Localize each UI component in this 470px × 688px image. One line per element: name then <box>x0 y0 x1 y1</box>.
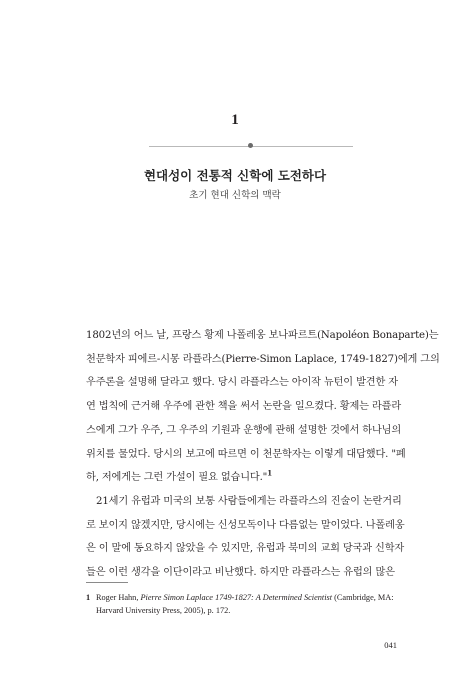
footnote-text <box>86 592 396 617</box>
chapter-subtitle: 초기 현대 신학의 맥락 <box>189 190 281 201</box>
footnote-publication: (Cambridge, MA: Harvard University Press, 2005), p. 172. <box>96 593 394 615</box>
footnote-reference[interactable]: 1 <box>267 468 272 478</box>
footnote-divider <box>86 582 128 583</box>
body-line: 로 보이지 않겠지만, 당시에는 신성모독이나 다름없는 말이었다. 나폴레옹 <box>86 519 405 531</box>
chapter-number: 1 <box>231 112 239 128</box>
footnote <box>86 592 396 617</box>
divider-dot <box>248 143 253 148</box>
page-number: 041 <box>384 640 397 650</box>
footnote-author: Roger Hahn, <box>96 593 141 602</box>
body-line: 천문학자 피에르-시몽 라플라스(Pierre-Simon Laplace, 1749-1827)에게 그의 <box>86 353 440 365</box>
body-line-text: 하, 저에게는 그런 가설이 필요 없습니다." <box>86 472 268 484</box>
body-line: 스에게 그가 우주, 그 우주의 기원과 운행에 관해 설명한 것에서 하나님의 <box>86 424 402 436</box>
body-line: 21세기 유럽과 미국의 보통 사람들에게는 라플라스의 진술이 논란거리 <box>96 495 402 507</box>
body-text <box>86 324 440 585</box>
chapter-title: 현대성이 전통적 신학에 도전하다 <box>143 168 327 183</box>
body-line: 우주론을 설명해 달라고 했다. 당시 라플라스는 아이작 뉴턴이 발견한 자 <box>86 377 398 389</box>
body-line-last <box>86 466 386 490</box>
body-line: 연 법칙에 근거해 우주에 관한 책을 써서 논란을 일으켰다. 황제는 라플라 <box>86 401 402 413</box>
body-line: 들은 이런 생각을 이단이라고 비난했다. 하지만 라플라스는 유럽의 많은 <box>86 567 395 579</box>
footnote-book-title: Pierre Simon Laplace 1749-1827: A Determined Scientist <box>140 593 333 602</box>
body-line: 1802년의 어느 날, 프랑스 황제 나폴레옹 보나파르트(Napoléon Bonaparte)는 <box>86 330 439 341</box>
footnote-number: 1 <box>86 593 91 602</box>
body-line: 위치를 물었다. 당시의 보고에 따르면 이 천문학자는 이렇게 대답했다. "폐 <box>86 448 406 460</box>
body-line: 은 이 말에 동요하지 않았을 수 있지만, 유럽과 북미의 교회 당국과 신학자 <box>86 543 405 555</box>
